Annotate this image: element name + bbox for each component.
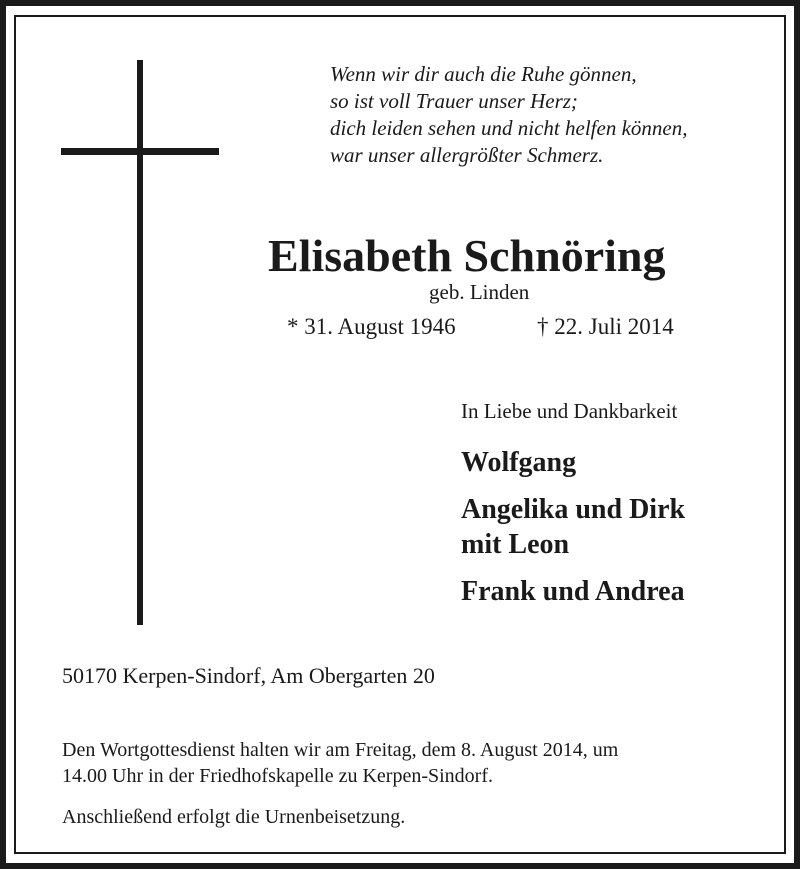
service-line: Den Wortgottesdienst halten wir am Freitag, dem 8. August 2014, um bbox=[62, 739, 619, 761]
address: 50170 Kerpen-Sindorf, Am Obergarten 20 bbox=[62, 663, 435, 688]
service-notice bbox=[62, 737, 618, 789]
mourner-line: mit Leon bbox=[461, 529, 570, 560]
cross-horizontal-bar bbox=[61, 148, 219, 155]
poem bbox=[330, 61, 687, 169]
death-date: † 22. Juli 2014 bbox=[537, 314, 674, 339]
poem-line: dich leiden sehen und nicht helfen können, bbox=[330, 116, 688, 140]
burial-notice: Anschließend erfolgt die Urnenbeisetzung. bbox=[62, 806, 406, 828]
mourner-line: Frank und Andrea bbox=[461, 576, 685, 607]
poem-line: war unser allergrößter Schmerz. bbox=[330, 143, 604, 167]
service-line: 14.00 Uhr in der Friedhofskapelle zu Kerpen-Sindorf. bbox=[62, 765, 493, 787]
mourners-intro: In Liebe und Dankbarkeit bbox=[461, 399, 678, 423]
deceased-name: Elisabeth Schnöring bbox=[268, 230, 666, 281]
birth-date: * 31. August 1946 bbox=[287, 314, 456, 339]
poem-line: so ist voll Trauer unser Herz; bbox=[330, 89, 578, 113]
maiden-name: geb. Linden bbox=[429, 280, 530, 304]
mourner-line: Angelika und Dirk bbox=[461, 494, 686, 525]
cross-vertical-bar bbox=[137, 60, 143, 625]
mourner-line: Wolfgang bbox=[461, 447, 577, 478]
poem-line: Wenn wir dir auch die Ruhe gönnen, bbox=[330, 62, 637, 86]
